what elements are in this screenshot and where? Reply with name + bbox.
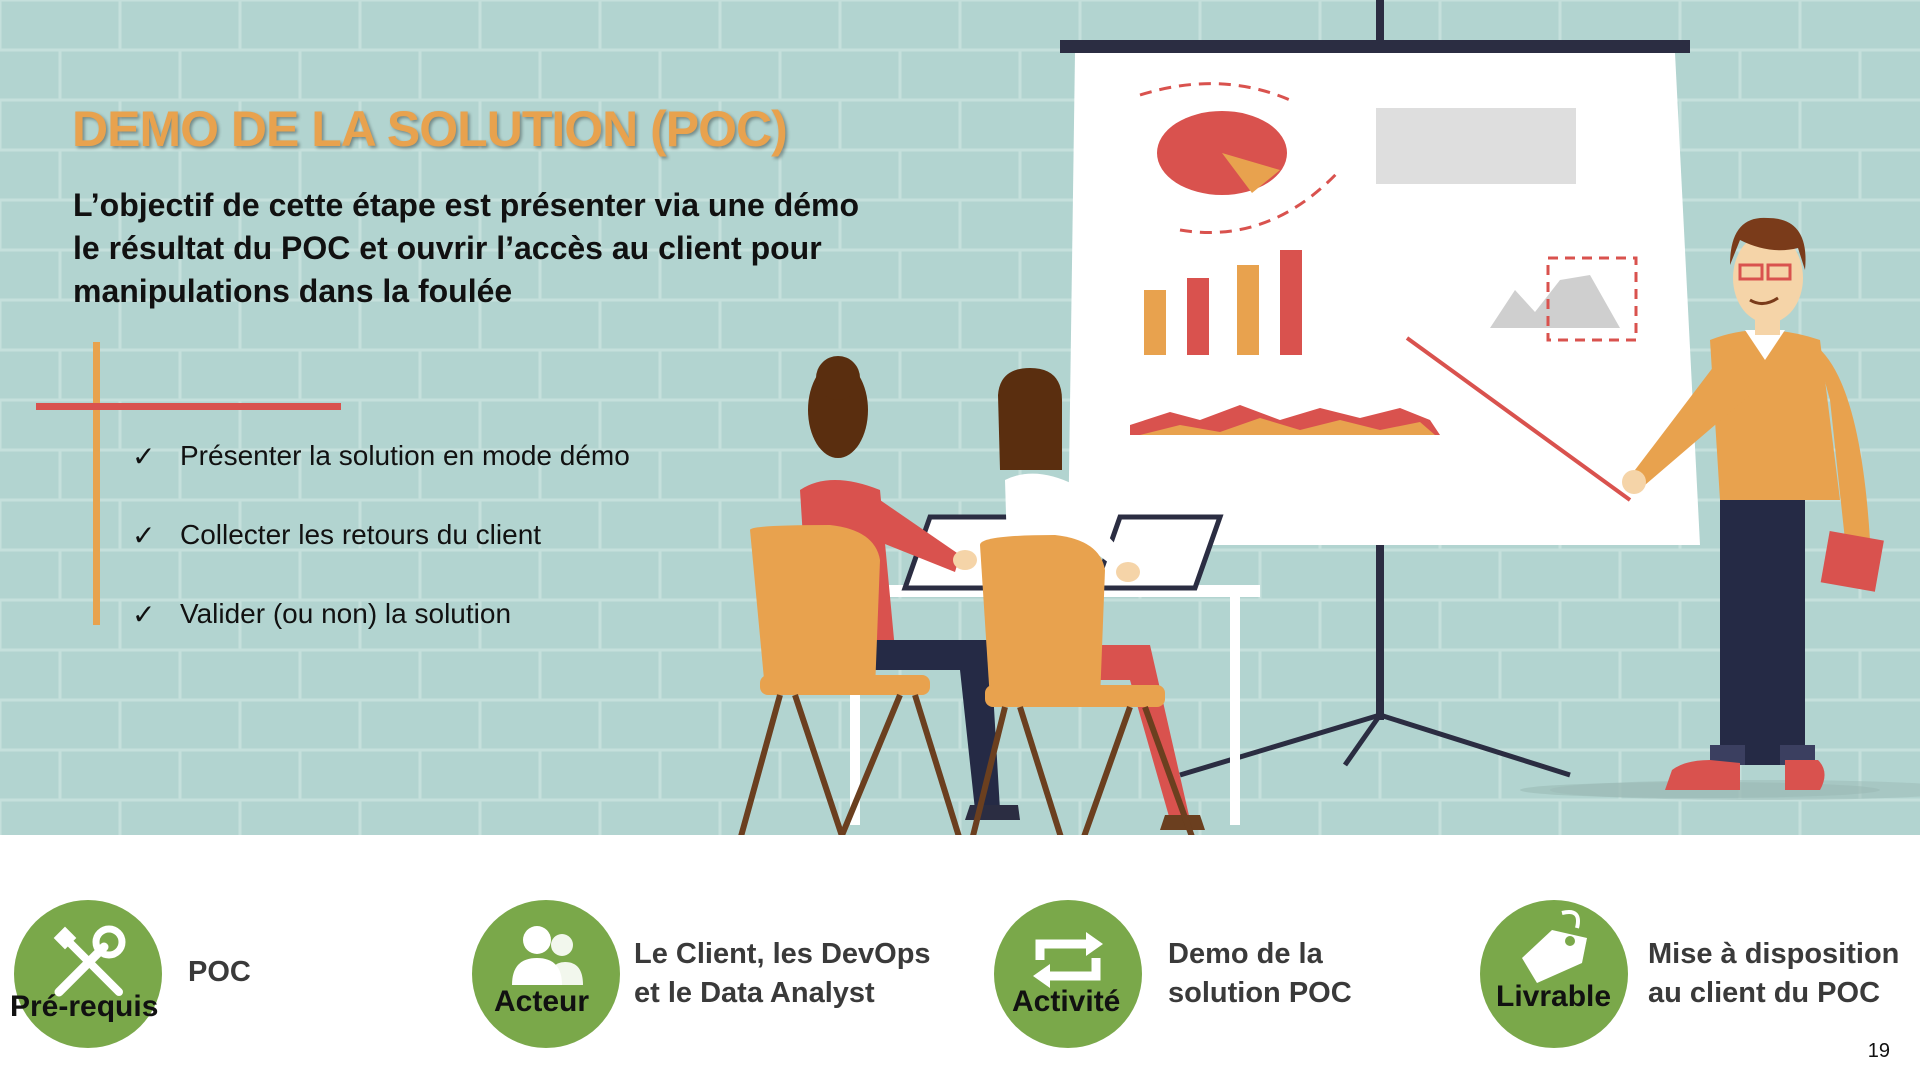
repeat-icon bbox=[1028, 930, 1108, 990]
check-icon: ✓ bbox=[132, 599, 156, 630]
description-line: Mise à disposition bbox=[1648, 938, 1900, 970]
prerequisite-label: Pré-requis bbox=[10, 990, 159, 1023]
description-line: solution POC bbox=[1168, 977, 1352, 1009]
decor-vertical-line bbox=[93, 342, 100, 625]
description-line: Demo de la bbox=[1168, 938, 1323, 970]
notebook-icon bbox=[1821, 531, 1884, 592]
list-item bbox=[132, 440, 630, 519]
slide-title: DEMO DE LA SOLUTION (POC) bbox=[72, 101, 787, 157]
prerequisite-description: POC bbox=[188, 956, 251, 988]
footer-band bbox=[0, 835, 1920, 1080]
activity-label: Activité bbox=[1012, 985, 1121, 1018]
deliverable-badge bbox=[1480, 900, 1628, 1048]
actor-label: Acteur bbox=[494, 985, 590, 1018]
users-icon bbox=[507, 920, 587, 990]
bullet-list bbox=[132, 440, 630, 677]
presentation-illustration bbox=[700, 0, 1920, 860]
list-item bbox=[132, 598, 630, 677]
description-line: au client du POC bbox=[1648, 977, 1881, 1009]
check-icon: ✓ bbox=[132, 520, 156, 551]
prerequisite-badge bbox=[14, 900, 162, 1048]
page-number: 19 bbox=[1867, 1040, 1890, 1062]
bullet-text: Présenter la solution en mode démo bbox=[180, 440, 630, 471]
deliverable-label: Livrable bbox=[1496, 980, 1612, 1013]
description-line: et le Data Analyst bbox=[634, 977, 875, 1009]
bullet-text: Valider (ou non) la solution bbox=[180, 598, 512, 629]
list-item bbox=[132, 519, 630, 598]
tag-icon bbox=[1512, 908, 1602, 988]
decor-horizontal-line bbox=[36, 403, 341, 410]
activity-badge bbox=[994, 900, 1142, 1048]
activity-description bbox=[1168, 935, 1352, 1013]
check-icon: ✓ bbox=[132, 441, 156, 472]
presentation-board bbox=[1068, 53, 1700, 545]
actor-description bbox=[634, 935, 931, 1013]
text-placeholder bbox=[1376, 108, 1576, 184]
intro-text: L’objectif de cette étape est présenter via une démo le résultat du POC et ouvrir l’accès au client pour manipulations dans la foulée bbox=[73, 187, 860, 309]
description-line: Le Client, les DevOps bbox=[634, 938, 931, 970]
deliverable-description bbox=[1648, 935, 1899, 1013]
actor-badge bbox=[472, 900, 620, 1048]
bullet-text: Collecter les retours du client bbox=[180, 519, 542, 550]
